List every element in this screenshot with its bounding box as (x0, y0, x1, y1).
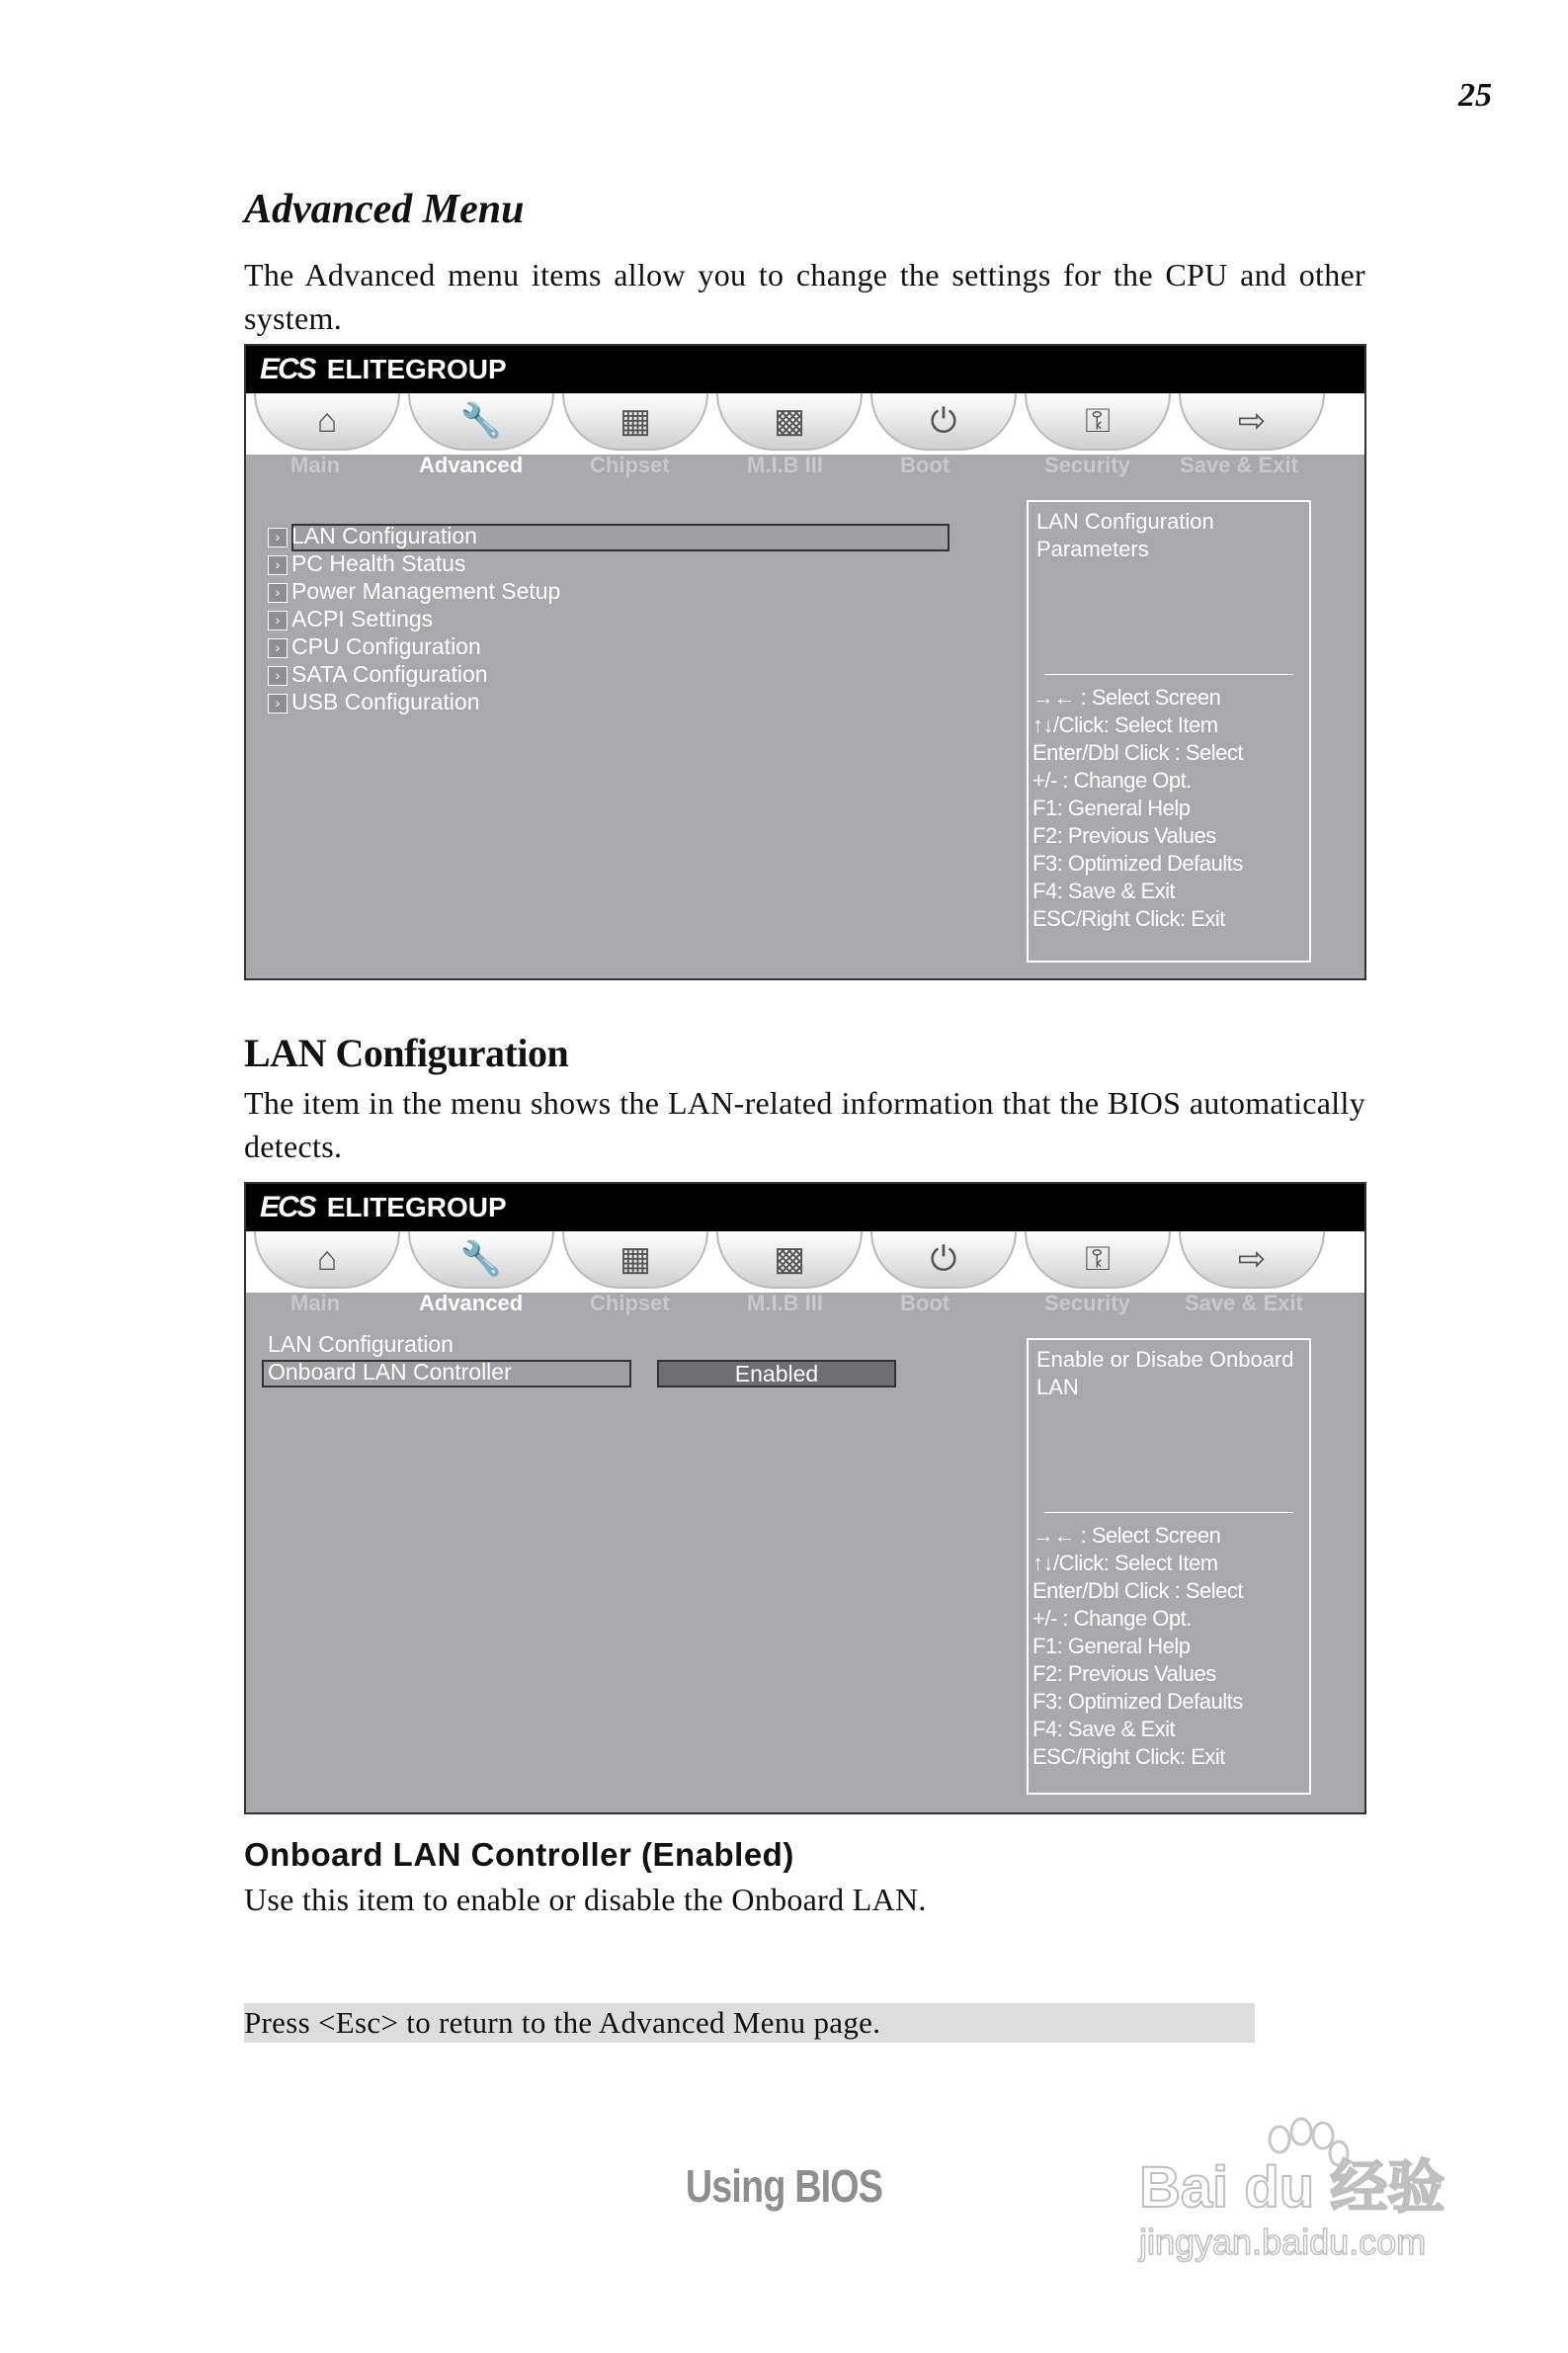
submenu-arrow-icon: › (268, 611, 288, 630)
tab-label-boot[interactable]: Boot (900, 1291, 950, 1315)
tab-security[interactable] (1025, 1231, 1171, 1289)
tab-main[interactable] (254, 1231, 400, 1289)
tab-boot[interactable] (870, 1231, 1017, 1289)
menu-item-acpi-settings[interactable]: › ACPI Settings (268, 605, 433, 632)
wrench-icon: 🔧 (459, 402, 503, 440)
bios-brand-bar (246, 346, 1364, 393)
section-body-lan-configuration: The item in the menu shows the LAN-related information that the BIOS automatically detects. (244, 1085, 1365, 1164)
footer-title: Using BIOS (685, 2160, 883, 2212)
tab-labels (246, 1293, 1364, 1318)
tab-mib[interactable] (716, 1231, 863, 1289)
brand-name: ELITEGROUP (326, 1192, 507, 1222)
tab-label-security[interactable]: Security (1044, 1291, 1130, 1315)
baidu-watermark (1131, 2110, 1487, 2268)
submenu-arrow-icon: › (268, 666, 288, 686)
menu-item-power-management[interactable]: › Power Management Setup (268, 577, 560, 605)
section-title-onboard-lan: Onboard LAN Controller (Enabled) (244, 1836, 794, 1873)
bios-screen-advanced (244, 344, 1366, 980)
power-icon: ⏻ (930, 1239, 957, 1278)
watermark-logo: Bai du 经验 (1139, 2155, 1445, 2220)
help-panel (1027, 500, 1311, 963)
help-description: Enable or Disabe Onboard LAN (1036, 1347, 1294, 1399)
submenu-arrow-icon: › (268, 638, 288, 658)
key-legend: →← : Select Screen ↑↓/Click: Select Item Enter/Dbl Click : Select +/- : Change Opt. F1: General Help F2: Previous Values F3: Optimized Defaults F4: Save & Exit ESC/Right Click: Exit (1032, 685, 1243, 931)
page-number: 25 (1458, 77, 1492, 114)
watermark-url: jingyan.baidu.com (1139, 2222, 1427, 2262)
tab-main[interactable] (254, 393, 400, 451)
bios-tab-bar (246, 393, 1364, 455)
home-icon: ⌂ (316, 1239, 338, 1278)
tab-labels (246, 455, 1364, 480)
ecs-logo: ECS (260, 1191, 315, 1223)
press-esc-note: Press <Esc> to return to the Advanced Menu page. (244, 2003, 1255, 2043)
tab-label-mib[interactable]: M.I.B III (747, 453, 823, 477)
tab-boot[interactable] (870, 393, 1017, 451)
bios-tab-bar (246, 1231, 1364, 1293)
bios-screen-lan (244, 1182, 1366, 1814)
tab-label-boot[interactable]: Boot (900, 453, 950, 477)
exit-icon: ⇨ (1237, 1240, 1267, 1278)
menu-item-cpu-configuration[interactable]: › CPU Configuration (268, 632, 481, 660)
menu-item-usb-configuration[interactable]: › USB Configuration (268, 688, 480, 715)
tab-chipset[interactable] (562, 1231, 708, 1289)
help-panel (1027, 1338, 1311, 1795)
tab-label-security[interactable]: Security (1044, 453, 1130, 477)
tab-label-advanced[interactable]: Advanced (419, 1291, 524, 1315)
key-legend: →← : Select Screen ↑↓/Click: Select Item Enter/Dbl Click : Select +/- : Change Opt. F1: General Help F2: Previous Values F3: Optimized Defaults F4: Save & Exit ESC/Right Click: Exit (1032, 1523, 1243, 1769)
help-description: LAN Configuration Parameters (1036, 509, 1214, 561)
help-divider (1044, 674, 1293, 675)
menu-item-sata-configuration[interactable]: › SATA Configuration (268, 660, 488, 688)
tab-mib[interactable] (716, 393, 863, 451)
option-value-enabled[interactable]: Enabled (657, 1360, 896, 1387)
power-icon: ⏻ (930, 401, 957, 440)
submenu-arrow-icon: › (268, 694, 288, 714)
section-title-lan-configuration: LAN Configuration (244, 1031, 569, 1075)
home-icon: ⌂ (316, 401, 338, 440)
tab-label-chipset[interactable]: Chipset (590, 1291, 670, 1315)
key-icon: ⚿ (1085, 1239, 1111, 1278)
tab-label-mib[interactable]: M.I.B III (747, 1291, 823, 1315)
chip-icon: ▦ (619, 1240, 652, 1278)
section-title-advanced-menu: Advanced Menu (244, 187, 525, 232)
submenu-arrow-icon: › (268, 583, 288, 603)
bios-brand-bar (246, 1184, 1364, 1231)
submenu-heading: LAN Configuration (268, 1331, 454, 1357)
wrench-icon: 🔧 (459, 1240, 503, 1278)
tab-label-main[interactable]: Main (290, 1291, 341, 1315)
chip-icon: ▦ (619, 402, 652, 440)
ecs-logo: ECS (260, 353, 315, 385)
tab-save-exit[interactable] (1179, 1231, 1325, 1289)
submenu-arrow-icon: › (268, 555, 288, 575)
menu-item-lan-configuration[interactable]: › LAN Configuration (268, 522, 477, 549)
help-divider (1044, 1512, 1293, 1513)
tab-label-advanced[interactable]: Advanced (419, 453, 524, 477)
key-icon: ⚿ (1085, 401, 1111, 440)
exit-icon: ⇨ (1237, 402, 1267, 440)
tab-label-main[interactable]: Main (290, 453, 341, 477)
tab-advanced[interactable] (408, 1231, 554, 1289)
tab-label-chipset[interactable]: Chipset (590, 453, 670, 477)
menu-item-pc-health-status[interactable]: › PC Health Status (268, 549, 465, 577)
brand-name: ELITEGROUP (326, 354, 507, 384)
tab-label-save-exit[interactable]: Save & Exit (1180, 453, 1298, 477)
tab-label-save-exit[interactable]: Save & Exit (1185, 1291, 1303, 1315)
tab-chipset[interactable] (562, 393, 708, 451)
option-onboard-lan-controller[interactable]: Onboard LAN Controller (268, 1359, 512, 1385)
section-body-advanced-menu: The Advanced menu items allow you to change the settings for the CPU and other system. (244, 257, 1365, 336)
tab-save-exit[interactable] (1179, 393, 1325, 451)
submenu-arrow-icon: › (268, 528, 288, 547)
tab-security[interactable] (1025, 393, 1171, 451)
tab-advanced[interactable] (408, 393, 554, 451)
chart-icon: ▩ (773, 1240, 806, 1278)
chart-icon: ▩ (773, 402, 806, 440)
section-body-onboard-lan: Use this item to enable or disable the Onboard LAN. (244, 1882, 927, 1917)
